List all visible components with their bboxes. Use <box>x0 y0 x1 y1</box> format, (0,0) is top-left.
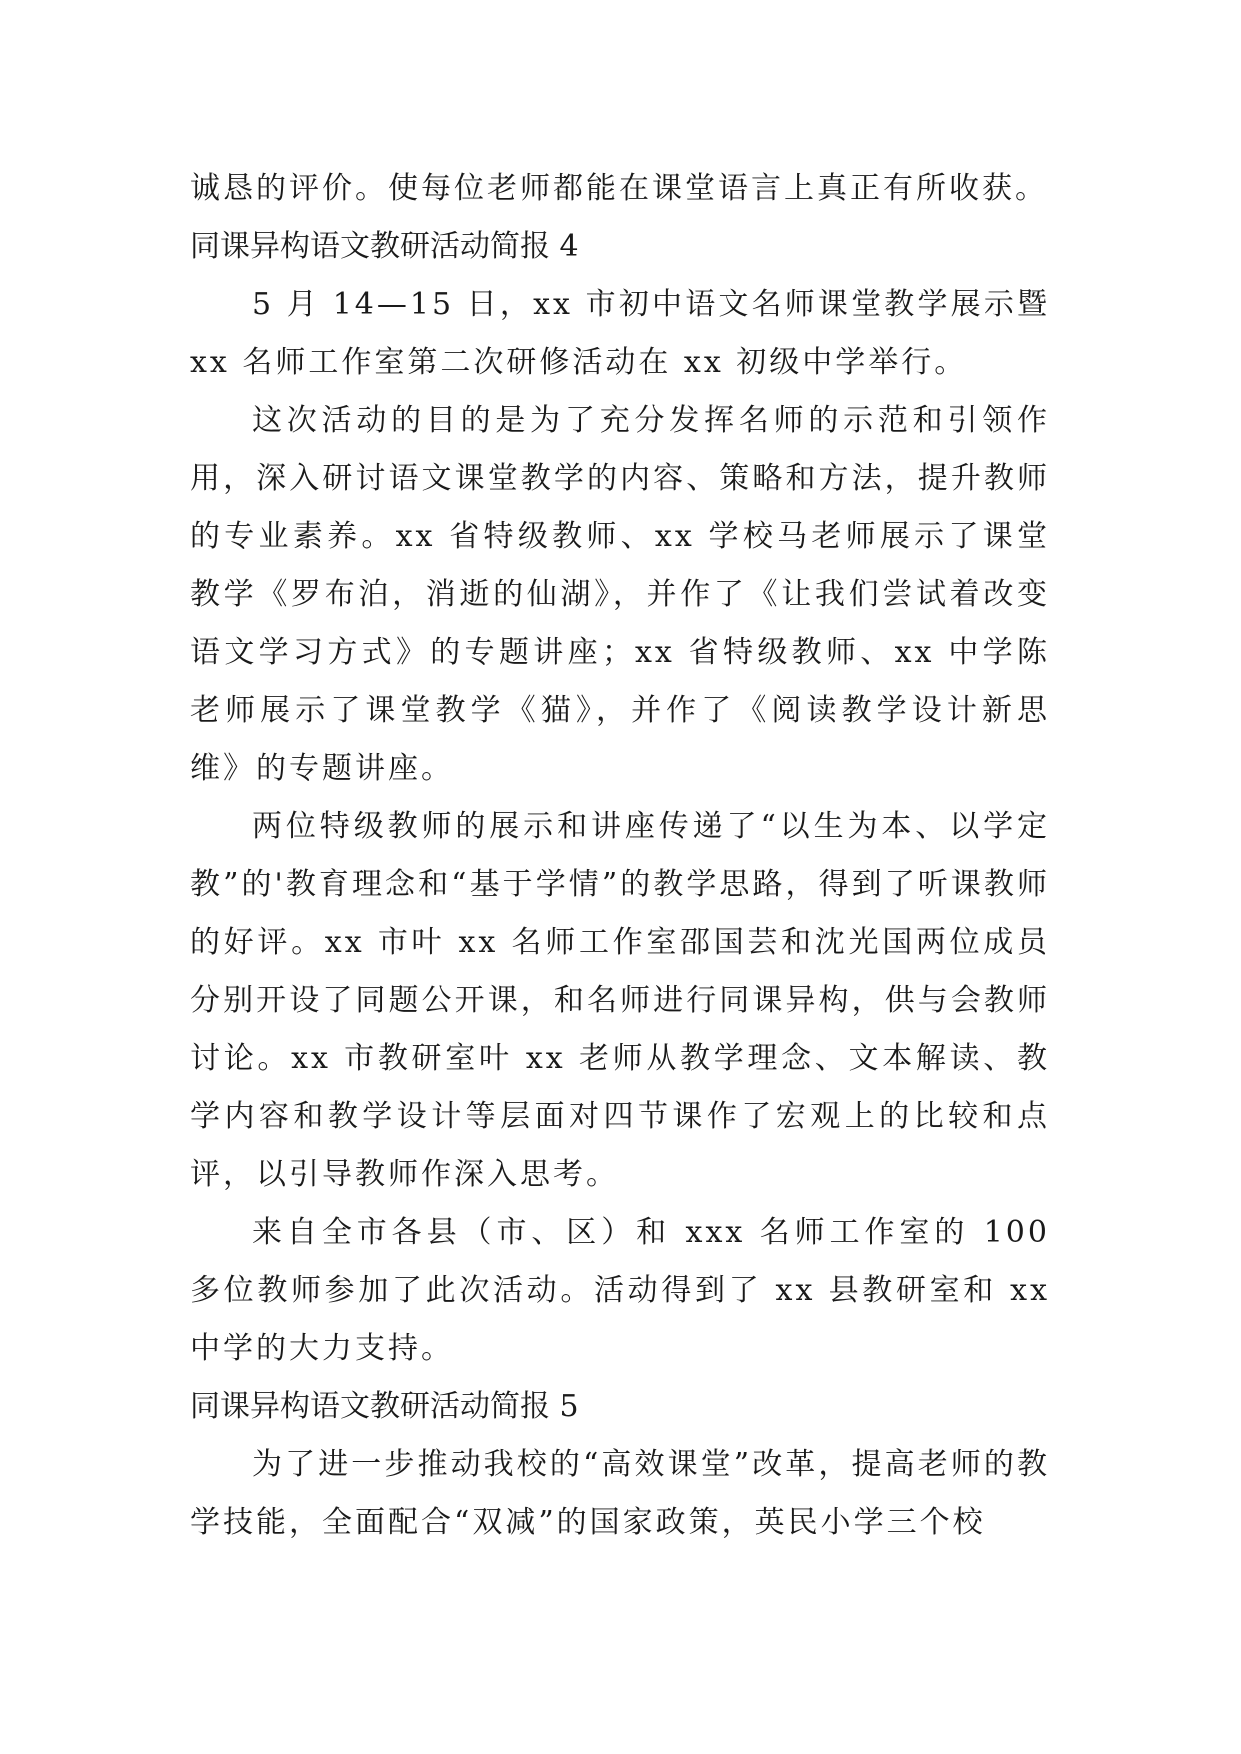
paragraph-continuation: 诚恳的评价。使每位老师都能在课堂语言上真正有所收获。 <box>190 171 1048 206</box>
paragraph-efficient-classroom: 为了进一步推动我校的“高效课堂”改革，提高老师的教学技能，全面配合“双减”的国家政策，英民小学三个校 <box>190 1447 1050 1540</box>
paragraph-activity-purpose: 这次活动的目的是为了充分发挥名师的示范和引领作用，深入研讨语文课堂教学的内容、策略和方法，提升教师的专业素养。xx 省特级教师、xx 学校马老师展示了课堂教学《罗布泊，消逝的仙湖》，并作了《让我们尝试着改变语文学习方式》的专题讲座；xx 省特级教师、xx 中学陈老师展示了课堂教学《猫》，并作了《阅读教学设计新思维》的专题讲座。 <box>190 403 1050 786</box>
paragraph-teacher-showcase: 两位特级教师的展示和讲座传递了“以生为本、以学定教”的'教育理念和“基于学情”的教学思路，得到了听课教师的好评。xx 市叶 xx 名师工作室邵国芸和沈光国两位成员分别开设了同题公开课，和名师进行同课异构，供与会教师讨论。xx 市教研室叶 xx 老师从教学理念、文本解读、教学内容和教学设计等层面对四节课作了宏观上的比较和点评，以引导教师作深入思考。 <box>190 809 1050 1192</box>
section-heading-4: 同课异构语文教研活动简报 4 <box>190 229 579 264</box>
paragraph-participants: 来自全市各县（市、区）和 xxx 名师工作室的 100 多位教师参加了此次活动。活动得到了 xx 县教研室和 xx 中学的大力支持。 <box>190 1215 1050 1366</box>
section-heading-5: 同课异构语文教研活动简报 5 <box>190 1389 579 1424</box>
paragraph-activity-date: 5 月 14—15 日，xx 市初中语文名师课堂教学展示暨 xx 名师工作室第二次研修活动在 xx 初级中学举行。 <box>190 287 1050 380</box>
document-body <box>190 160 1050 1552</box>
